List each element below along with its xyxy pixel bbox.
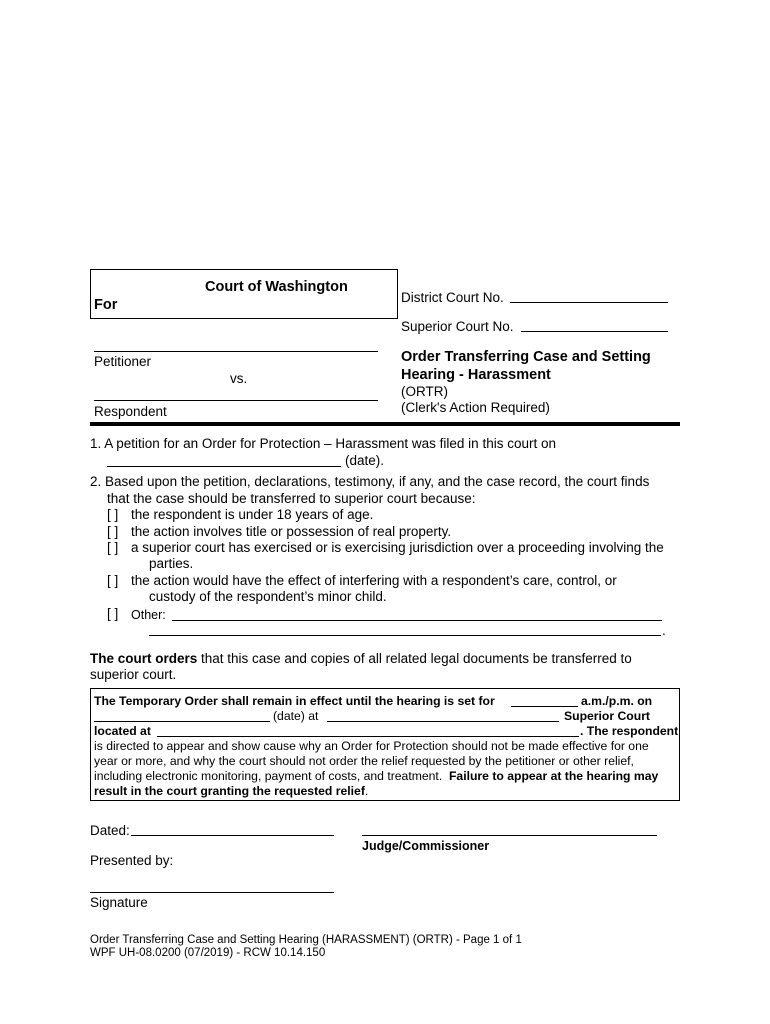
notice-superior-court: Superior Court: [564, 709, 650, 723]
signature-label: Signature: [90, 895, 148, 910]
respondent-name-field[interactable]: [94, 400, 378, 401]
footer-title: Order Transferring Case and Setting Hearing (HARASSMENT) (ORTR) - Page 1 of 1: [90, 934, 522, 946]
finding-2-text-cont: that the case should be transferred to superior court because:: [107, 491, 476, 506]
hearing-date-field[interactable]: [94, 721, 270, 722]
other-period: .: [662, 623, 666, 638]
court-title: Court of Washington: [205, 279, 348, 295]
option-minor-child-text: the action would have the effect of interfering with a respondent’s care, control, or: [131, 573, 617, 588]
dated-field[interactable]: [131, 835, 334, 836]
finding-2-text: 2. Based upon the petition, declarations, testimony, if any, and the case record, the court finds: [90, 474, 650, 489]
notice-line-6: including electronic monitoring, payment of costs, and treatment. Failure to appear at the hearing may: [94, 769, 659, 783]
order-lead: The court orders: [90, 651, 198, 666]
notice-line-4: is directed to appear and show cause why an Order for Protection should not be made effective for one: [94, 739, 649, 753]
order-statement: [90, 651, 632, 667]
judge-label: Judge/Commissioner: [362, 839, 490, 853]
dated-label: Dated:: [90, 823, 130, 838]
other-reason-field-2[interactable]: [149, 635, 661, 636]
presented-by-label: Presented by:: [90, 853, 174, 868]
finding-1-text: 1. A petition for an Order for Protection – Harassment was filed in this court on: [90, 436, 556, 451]
form-title-line-2: Hearing - Harassment: [401, 367, 551, 383]
petitioner-label: Petitioner: [94, 354, 152, 369]
option-under-18-text: the respondent is under 18 years of age.: [131, 507, 374, 522]
option-real-property-text: the action involves title or possession of real property.: [131, 524, 452, 539]
option-other-label: Other:: [131, 608, 166, 622]
finding-1-date-label: (date).: [345, 453, 385, 468]
notice-located-at: located at: [94, 724, 151, 738]
district-court-no-label: District Court No.: [401, 290, 504, 305]
option-superior-jurisdiction-text: a superior court has exercised or is exercising jurisdiction over a proceeding involving the: [131, 540, 664, 555]
petitioner-name-field[interactable]: [94, 351, 378, 352]
caption-divider: [90, 422, 680, 426]
clerk-note: (Clerk's Action Required): [401, 400, 550, 415]
checkbox-real-property[interactable]: [ ]: [107, 524, 119, 539]
district-court-no-field[interactable]: [510, 302, 668, 303]
superior-court-no-label: Superior Court No.: [401, 319, 514, 334]
option-minor-child-cont: custody of the respondent’s minor child.: [149, 589, 387, 604]
notice-line-5: year or more, and why the court should not order the relief requested by the petitioner or other relief,: [94, 754, 634, 768]
superior-court-no-field[interactable]: [521, 331, 668, 332]
for-label: For: [94, 297, 118, 313]
presenter-signature-field[interactable]: [90, 892, 334, 893]
option-superior-jurisdiction-cont: parties.: [149, 556, 194, 571]
order-text-cont: superior court.: [90, 667, 177, 682]
notice-line-1: The Temporary Order shall remain in effect until the hearing is set for: [94, 694, 495, 708]
form-code: (ORTR): [401, 384, 448, 399]
notice-line-7: result in the court granting the requested relief.: [94, 784, 369, 798]
notice-respondent: . The respondent: [580, 724, 679, 738]
notice-date-at: (date) at: [273, 709, 319, 723]
petition-date-field[interactable]: [107, 466, 341, 467]
checkbox-other[interactable]: [ ]: [107, 606, 119, 621]
checkbox-superior-jurisdiction[interactable]: [ ]: [107, 540, 119, 555]
order-text: that this case and copies of all related legal documents be transferred to: [197, 651, 632, 666]
checkbox-under-18[interactable]: [ ]: [107, 507, 119, 522]
vs-label: vs.: [230, 371, 248, 386]
judge-signature-field[interactable]: [362, 835, 657, 836]
respondent-label: Respondent: [94, 404, 167, 419]
court-address-field[interactable]: [157, 736, 579, 737]
footer-form-number: WPF UH-08.0200 (07/2019) - RCW 10.14.150: [90, 947, 326, 959]
superior-court-county-field[interactable]: [327, 721, 559, 722]
notice-ampm: a.m./p.m. on: [581, 694, 653, 708]
other-reason-field-1[interactable]: [172, 620, 662, 621]
checkbox-minor-child[interactable]: [ ]: [107, 573, 119, 588]
form-title-line-1: Order Transferring Case and Setting: [401, 349, 651, 365]
hearing-time-field[interactable]: [511, 706, 578, 707]
